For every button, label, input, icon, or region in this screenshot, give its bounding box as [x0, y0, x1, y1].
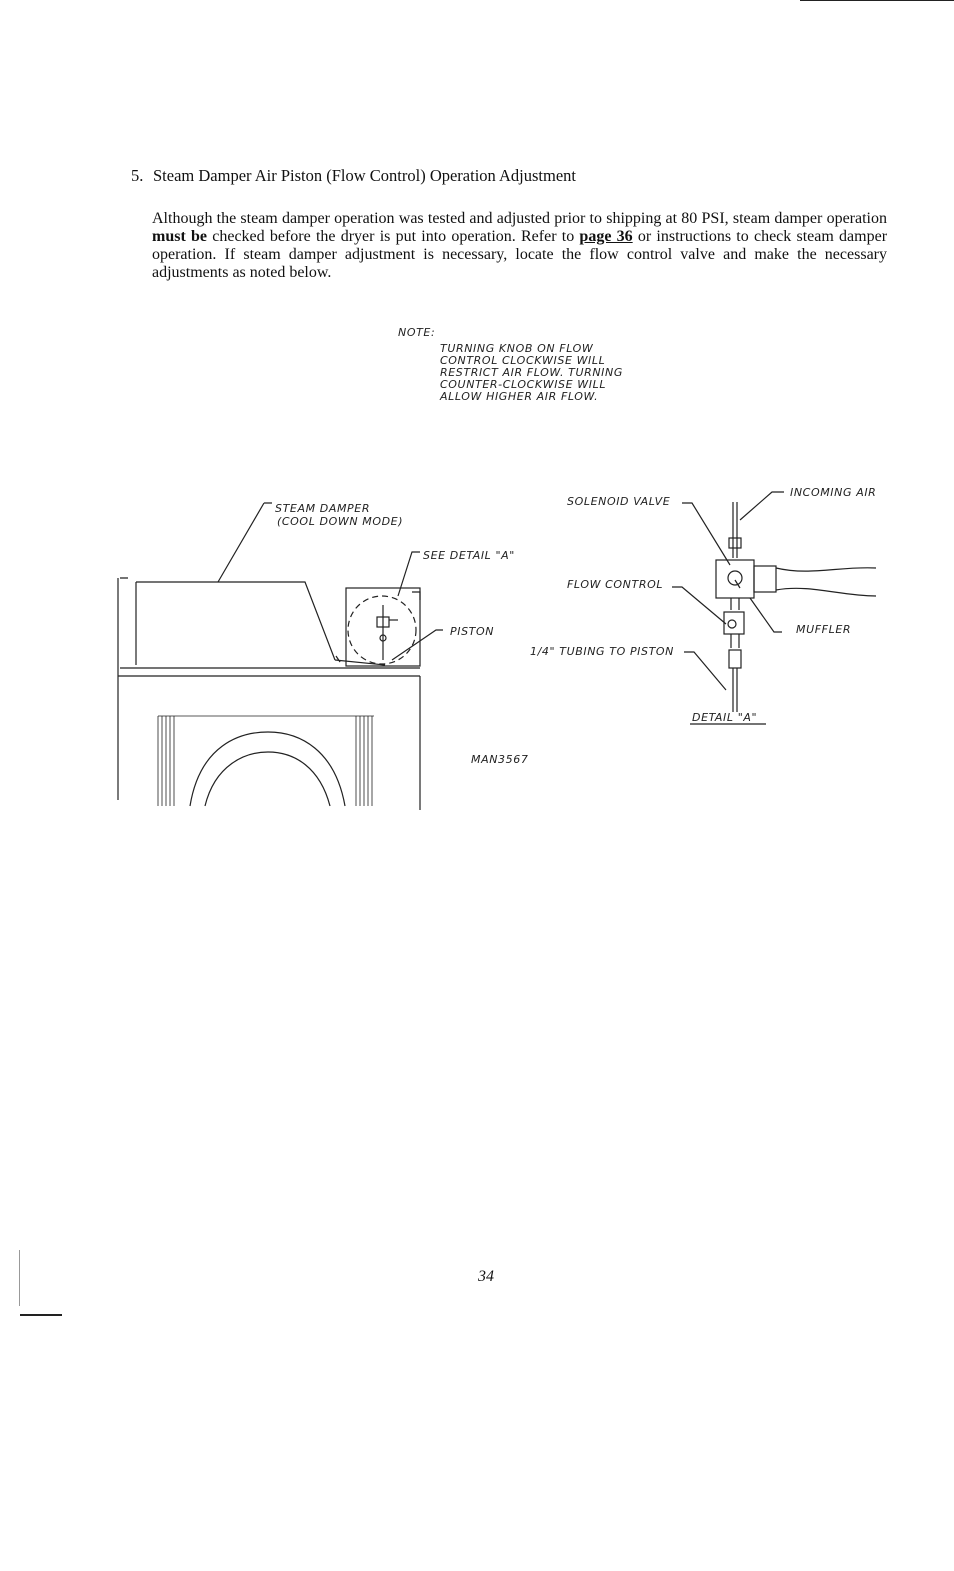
page-number: 34 — [478, 1268, 494, 1285]
paragraph-text-2: checked before the dryer is put into operation. Refer to — [207, 228, 580, 245]
note-line: CONTROL CLOCKWISE WILL — [440, 354, 606, 367]
section-title: Steam Damper Air Piston (Flow Control) Operation Adjustment — [153, 166, 577, 185]
leader-solenoid — [682, 503, 730, 565]
label-drawing-id: MAN3567 — [471, 753, 529, 766]
label-muffler: MUFFLER — [796, 623, 852, 636]
note-line: TURNING KNOB ON FLOW — [440, 342, 594, 355]
leader-tubing — [684, 652, 726, 690]
leader-see-detail — [398, 552, 420, 596]
label-steam-damper: STEAM DAMPER — [275, 502, 371, 515]
leader-piston — [392, 630, 443, 660]
paragraph-text-1: Although the steam damper operation was tested and adjusted prior to shipping at 80 PSI, steam damper operation — [152, 210, 887, 227]
dryer-door-arc — [190, 732, 345, 806]
label-flow-control: FLOW CONTROL — [567, 578, 664, 591]
section-number: 5. — [131, 166, 144, 185]
label-solenoid-valve: SOLENOID VALVE — [567, 495, 671, 508]
detail-a-assembly — [716, 502, 876, 712]
leader-muffler — [750, 598, 782, 632]
label-incoming-air: INCOMING AIR — [790, 486, 877, 499]
note-heading: NOTE: — [398, 326, 436, 339]
note-line: RESTRICT AIR FLOW. TURNING — [440, 366, 623, 379]
scan-edge-left — [19, 1250, 20, 1306]
label-piston: PISTON — [450, 625, 495, 638]
label-see-detail: SEE DETAIL "A" — [423, 549, 515, 562]
detail-circle — [348, 596, 416, 664]
leader-flow-control — [672, 587, 726, 624]
leader-steam-damper — [218, 503, 272, 582]
dryer-cabinet — [118, 578, 420, 810]
leader-incoming-air — [740, 492, 784, 520]
scan-edge-top — [800, 0, 954, 1]
note-line: COUNTER-CLOCKWISE WILL — [440, 378, 607, 391]
label-tubing: 1/4" TUBING TO PISTON — [530, 645, 675, 658]
scan-edge-bottom — [20, 1314, 62, 1316]
paragraph-text-3: or instructions to check steam damper operation. If steam damper adjustment is necessary, locate the flow control valve and make the necessary adjustments as noted below. — [152, 228, 888, 281]
label-detail-a: DETAIL "A" — [692, 711, 758, 724]
note-line: ALLOW HIGHER AIR FLOW. — [440, 390, 599, 403]
page-reference-link[interactable]: page 36 — [579, 228, 633, 245]
label-cool-down: (COOL DOWN MODE) — [277, 515, 404, 528]
paragraph-emphasis: must be — [152, 228, 208, 245]
